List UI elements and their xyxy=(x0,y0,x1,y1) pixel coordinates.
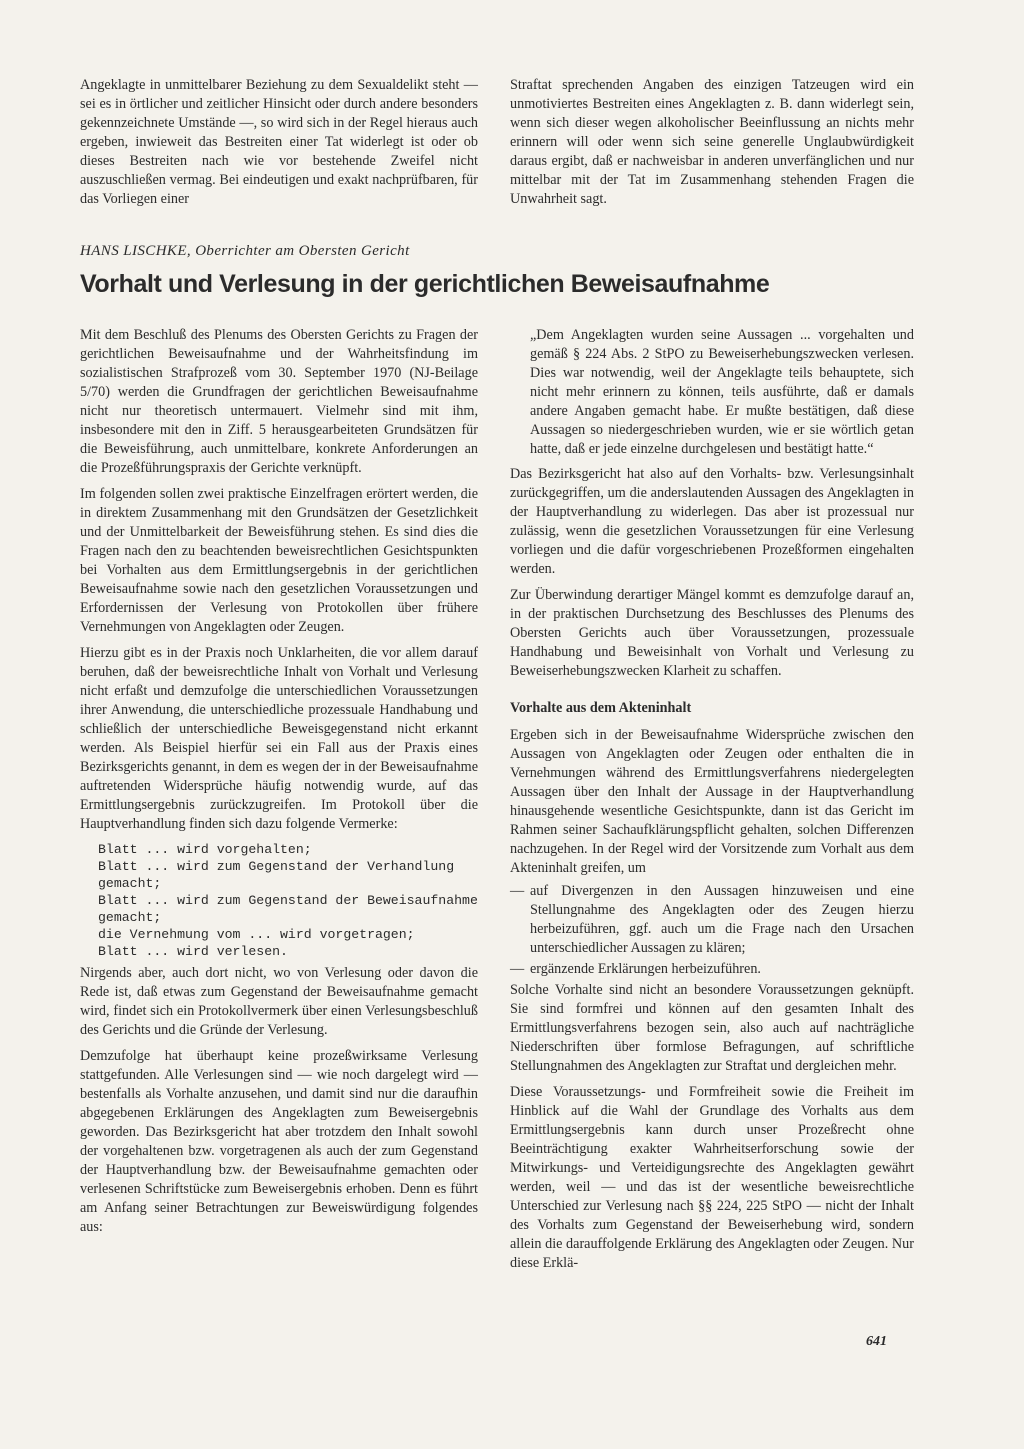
continued-text-left xyxy=(80,76,478,209)
paragraph: Diese Voraussetzungs- und Formfreiheit sowie die Freiheit im Hinblick auf die Wahl der Grundlage des Vorhalts aus dem Ermittlungsergebnis kann durch unser Prozeßrecht ohne Beeinträchtigung exakter Wahrheitserforschung sowie der Mitwirkungs- und Verteidigungsrechte des Angeklagten gewährt werden, weil — und das ist der wesentliche beweisrechtliche Unterschied zur Verlesung nach §§ 224, 225 StPO — nicht der Inhalt des Vorhalts zum Gegenstand der Beweiserhebung wird, sondern allein die darauffolgende Erklärung des Angeklagten oder Zeugen. Nur diese Erklä- xyxy=(510,1084,914,1271)
list-item: — ergänzende Erklärungen herbeizuführen. xyxy=(510,960,914,979)
article-author: HANS LISCHKE, Oberrichter am Obersten Gericht xyxy=(80,243,410,259)
protocol-line: Blatt ... wird zum Gegenstand der Beweisaufnahme gemacht; xyxy=(98,893,478,925)
paragraph: Ergeben sich in der Beweisaufnahme Widersprüche zwischen den Aussagen von Angeklagten oder Zeugen oder enthalten die in Vernehmungen während des Ermittlungsverfahrens niedergelegten Aussagen über den Inhalt der Aussage in der Hauptverhandlung hinausgehende wesentliche Gesichtspunkte, dann ist das Gericht im Rahmen seiner Sachaufklärungspflicht gehalten, solchen Differenzen nachzugehen. In der Regel wird der Vorsitzende zum Vorhalt aus dem Akteninhalt greifen, um xyxy=(510,727,914,876)
protocol-line: Blatt ... wird vorgehalten; xyxy=(98,842,312,857)
continued-paragraph-right: Straftat sprechenden Angaben des einzigen Tatzeugen wird ein unmotiviertes Bestreiten eines Angeklagten z. B. dann widerlegt sein, wenn sich dieser wegen alkoholischer Beeinflussung an nichts mehr erinnern will oder wenn sich seine generelle Unglaubwürdigkeit daraus ergibt, daß er nachweisbar in anderen unverfänglichen und nur mittelbar mit der Tat im Zusammenhang stehenden Fragen die Unwahrheit sagt. xyxy=(510,77,914,207)
protocol-notes xyxy=(98,841,478,960)
paragraph: Solche Vorhalte sind nicht an besondere Voraussetzungen geknüpft. Sie sind formfrei und können auf den gesamten Inhalt des Ermittlungsverfahrens bezogen sein, also auch auf nachträgliche Niederschriften über formlose Befragungen, auf schriftliche Stellungnahmen des Angeklagten zur Straftat und dergleichen mehr. xyxy=(510,982,914,1074)
article-column-left xyxy=(80,326,478,1237)
list-item: — auf Divergenzen in den Aussagen hinzuweisen und eine Stellungnahme des Angeklagten oder des Zeugen hierzu herbeizuführen, ggf. auch um die Frage nach den Ursachen unterschiedlicher Aussagen zu klären; xyxy=(510,882,914,958)
dash-list xyxy=(510,882,914,979)
article-title: Vorhalt und Verlesung in der gerichtlichen Beweisaufnahme xyxy=(80,270,770,298)
protocol-line: Blatt ... wird verlesen. xyxy=(98,944,288,959)
paragraph: Nirgends aber, auch dort nicht, wo von Verlesung oder davon die Rede ist, daß etwas zum Gegenstand der Beweisaufnahme gemacht wird, findet sich ein Protokollvermerk über einen Verlesungsbeschluß des Gerichts und die Gründe der Verlesung. xyxy=(80,965,478,1038)
paragraph: Hierzu gibt es in der Praxis noch Unklarheiten, die vor allem darauf beruhen, daß der beweisrechtliche Inhalt von Vorhalt und Verlesung nicht erfaßt und demzufolge die unterschiedlichen Voraussetzungen ihrer Anwendung, die unterschiedliche prozessuale Handhabung und schließlich der unterschiedliche Beweisgegenstand nicht erkannt werden. Als Beispiel hierfür sei ein Fall aus der Praxis eines Bezirksgerichts genannt, in dem es wegen der in der Beweisaufnahme auftretenden Widersprüche häufig notwendig wurde, auf das Ermittlungsergebnis zurückzugreifen. Im Protokoll über die Hauptverhandlung finden sich dazu folgende Vermerke: xyxy=(80,645,478,832)
continued-text-right xyxy=(510,76,914,209)
paragraph: Im folgenden sollen zwei praktische Einzelfragen erörtert werden, die in direktem Zusammenhang mit den Grundsätzen der Gesetzlichkeit und der Unmittelbarkeit der Beweisführung stehen. Es sind dies die Fragen nach den zu beachtenden beweisrechtlichen Gesichtspunkten bei Vorhalten aus dem Ermittlungsergebnis in der gerichtlichen Beweisaufnahme sowie nach den gesetzlichen Voraussetzungen und Erfordernissen der Verlesung von Protokollen über frühere Vernehmungen von Angeklagten oder Zeugen. xyxy=(80,486,478,635)
section-heading: Vorhalte aus dem Akteninhalt xyxy=(510,700,692,716)
protocol-line: Blatt ... wird zum Gegenstand der Verhandlung gemacht; xyxy=(98,859,455,891)
paragraph: Demzufolge hat überhaupt keine prozeßwirksame Verlesung stattgefunden. Alle Verlesungen sind — wie noch dargelegt wird — bestenfalls als Vorhalte anzusehen, und damit sind nur die daraufhin abgegebenen Erklärungen des Angeklagten zum Beweisergebnis geworden. Das Bezirksgericht hat aber trotzdem den Inhalt sowohl der vorgehaltenen bzw. vorgetragenen als auch der zum Gegenstand der Hauptverhandlung bzw. der Beweisaufnahme gemachten oder verlesenen Schriftstücke zum Beweisergebnis erhoben. Denn es führt am Anfang seiner Betrachtungen zur Beweiswürdigung folgendes aus: xyxy=(80,1048,478,1235)
paragraph: Mit dem Beschluß des Plenums des Obersten Gerichts zu Fragen der gerichtlichen Beweisaufnahme und der Wahrheitsfindung im sozialistischen Strafprozeß vom 30. September 1970 (NJ-Beilage 5/70) werden die Grundfragen der gerichtlichen Beweisaufnahme nicht nur theoretisch untermauert. Vielmehr sind mit ihm, insbesondere mit den in Ziff. 5 herausgearbeiteten Grundsätzen für die Beweisführung, auch unmittelbare, konkrete Anforderungen an die Prozeßführungspraxis der Gerichte verknüpft. xyxy=(80,327,478,476)
article-column-right xyxy=(510,326,914,1273)
paragraph: Zur Überwindung derartiger Mängel kommt es demzufolge darauf an, in der praktischen Durchsetzung des Beschlusses des Plenums des Obersten Gerichts auch über Voraussetzungen, prozessuale Handhabung und Beweisinhalt von Vorhalt und Verlesung zu Beweiserhebungszwecken Klarheit zu schaffen. xyxy=(510,587,914,679)
paragraph: Das Bezirksgericht hat also auf den Vorhalts- bzw. Verlesungsinhalt zurückgegriffen, um die anderslautenden Aussagen des Angeklagten in der Hauptverhandlung zu widerlegen. Das aber ist prozessual nur zulässig, wenn die gesetzlichen Voraussetzungen für eine Verlesung vorliegen und die dafür vorgeschriebenen Prozeßformen eingehalten werden. xyxy=(510,466,914,577)
page-number: 641 xyxy=(866,1334,887,1349)
continued-paragraph-left: Angeklagte in unmittelbarer Beziehung zu dem Sexualdelikt steht — sei es in örtlicher und zeitlicher Hinsicht oder durch andere besonders gekennzeichnete Umstände —, so wird sich in der Regel hieraus auch ergeben, inwieweit das Bestreiten einer Tat widerlegt ist oder ob dieses Bestreiten nach wie vor bestehende Zweifel nicht auszuschließen vermag. Bei eindeutigen und exakt nachprüfbaren, für das Vorliegen einer xyxy=(80,77,478,207)
court-quote: „Dem Angeklagten wurden seine Aussagen ... vorgehalten und gemäß § 224 Abs. 2 StPO zu Beweiserhebungszwecken verlesen. Dies war notwendig, weil der Angeklagte teils behauptete, sich nicht mehr erinnern zu können, teils ausführte, daß er damals andere Angaben gemacht habe. Er mußte bestätigen, daß diese Aussagen so niedergeschrieben wurden, wie er sie wörtlich getan hatte, daß er jede einzelne durchgelesen und bestätigt hatte.“ xyxy=(530,327,914,457)
protocol-line: die Vernehmung vom ... wird vorgetragen; xyxy=(98,927,415,942)
